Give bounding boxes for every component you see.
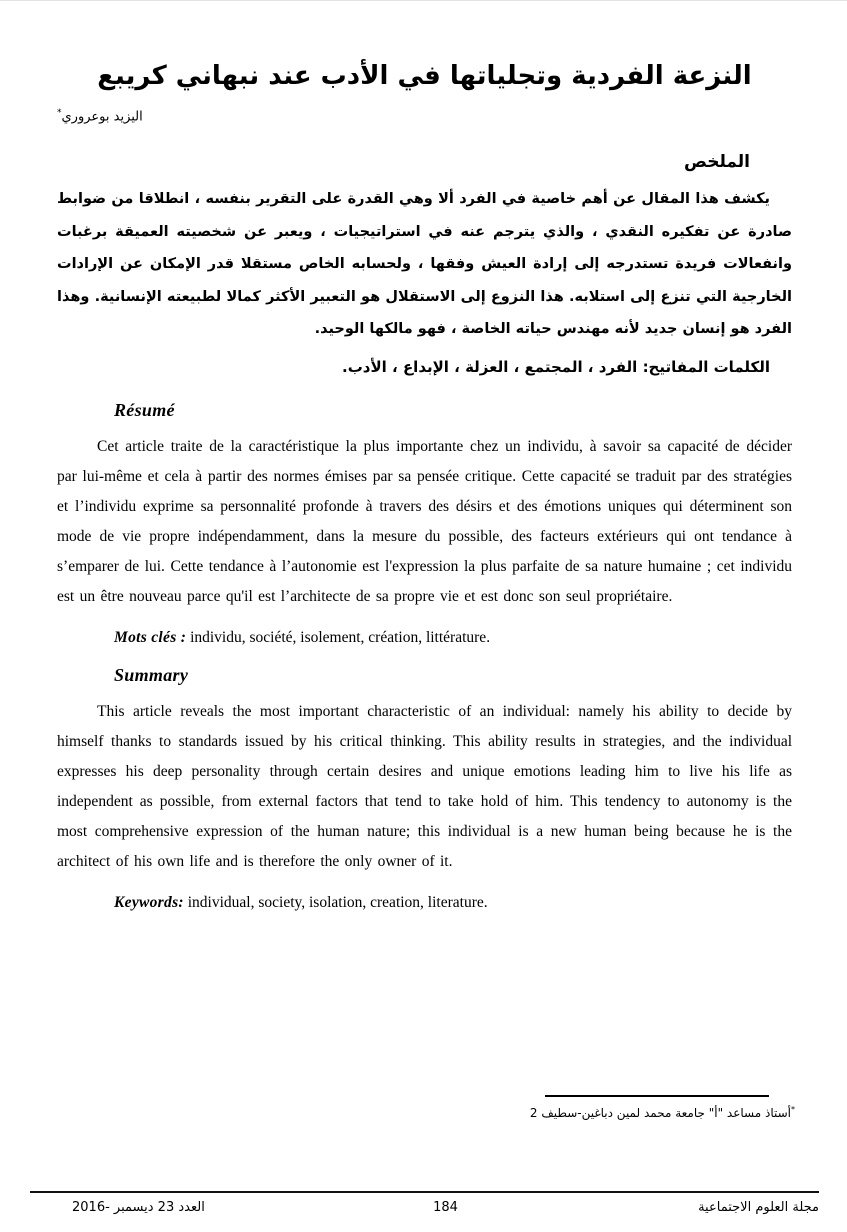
abstract-ar-keywords-label: الكلمات المفاتيح:	[642, 357, 770, 376]
resume-body: Cet article traite de la caractéristique la plus importante chez un individu, à savoir sa capacité de décider par lui-même et cela à partir des normes émises par sa pensée critique. Cette capacité se traduit par des stratégies et l’individu exprime sa personnalité profonde à travers des désirs et des émotions uniques qui déterminent son mode de vie propre indépendamment, dans la mesure du possible, des facteurs extérieurs qui ont tendance à s’emparer de lui. Cette tendance à l’autonomie est l'expression la plus parfaite de sa nature humaine ; cet individu est un être nouveau parce qu'il est l’architecte de sa propre vie et est donc son seul propriétaire.	[57, 437, 792, 605]
abstract-ar-heading: الملخص	[684, 152, 750, 173]
author-line	[57, 103, 792, 127]
summary-body: This article reveals the most important characteristic of an individual: namely his ability to decide by himself thanks to standards issued by his critical thinking. This ability results in strategies, and the individual expresses his deep personality through certain desires and unique emotions leading him to live his life as independent as possible, from external factors that tend to take hold of him. This tendency to autonomy is the most comprehensive expression of the human nature; this individual is a new human being because he is the architect of his own life and is therefore the only owner of it.	[57, 702, 792, 870]
abstract-ar-body: يكشف هذا المقال عن أهم خاصية في الفرد ألا وهي القدرة على التقرير بنفسه ، انطلاقا من ضوابط صادرة عن تفكيره النقدي ، والذي يترجم عنه في استراتيجيات ، ويعبر عن شخصيته العميقة برغبات وانفعالات فريدة تستدرجه إلى إرادة العيش وفقها ، ولحسابه الخاص مستقلا قدر الإمكان عن الإرادات الخارجية التي تنزع إلى استلابه. هذا النزوع إلى الاستقلال هو التعبير الأكثر كمالا لطبيعته الإنسانية. وهذا الفرد هو إنسان جديد لأنه مهندس حياته الخاصة ، فهو مالكها الوحيد.	[57, 191, 792, 338]
footnote-separator	[545, 1095, 769, 1097]
abstract-ar-keywords	[57, 352, 792, 382]
summary-heading: Summary	[114, 664, 189, 685]
page-footer	[30, 1191, 819, 1217]
page-content	[57, 1, 792, 916]
abstract-ar-keywords-value: الفرد ، المجتمع ، العزلة ، الإبداع ، الأدب.	[342, 357, 643, 376]
footer-journal-title: مجلة العلوم الاجتماعية	[698, 1200, 819, 1215]
keywords-en-label: Keywords:	[114, 893, 184, 911]
footer-page-number: 184	[433, 1200, 458, 1215]
footnote-mark: *	[791, 1105, 795, 1114]
keywords-en-value: individual, society, isolation, creation, literature.	[183, 893, 488, 911]
footnote-line	[525, 1101, 795, 1122]
mots-cles-line	[57, 625, 792, 651]
mots-cles-value: individu, société, isolement, création, littérature.	[186, 628, 491, 646]
footnote-text: أستاذ مساعد "أ" جامعة محمد لمين دباغين-سطيف 2	[529, 1106, 791, 1120]
mots-cles-label: Mots clés :	[114, 628, 187, 646]
page-title: النزعة الفردية وتجلياتها في الأدب عند نبهاني كريبع	[97, 61, 752, 91]
resume-heading: Résumé	[114, 399, 175, 420]
author-footnote-mark: *	[57, 108, 62, 118]
footer-issue: العدد 23 ديسمبر -2016	[72, 1200, 205, 1215]
keywords-en-line	[57, 890, 792, 916]
footnote	[525, 1095, 795, 1122]
author-name: اليزيد بوعروري	[61, 109, 143, 125]
